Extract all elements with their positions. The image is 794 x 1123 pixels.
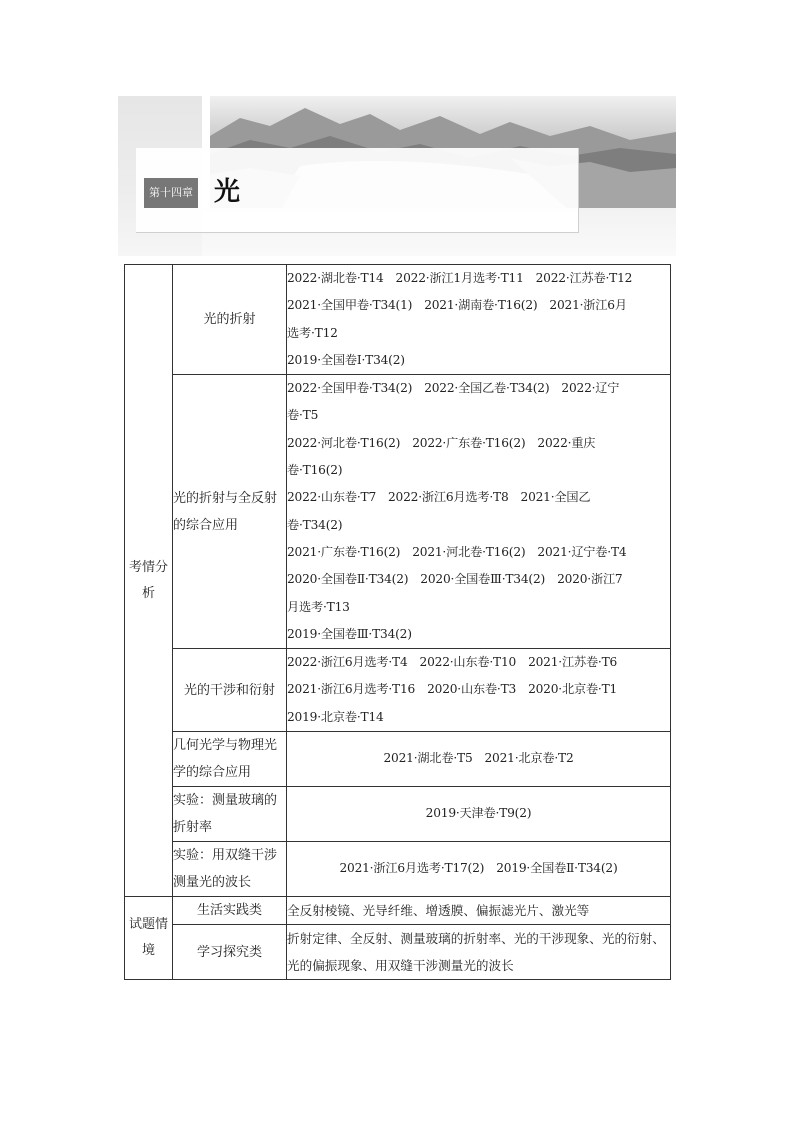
reference-line: 2021·广东卷·T16(2) 2021·河北卷·T16(2) 2021·辽宁卷·T4 [287, 544, 627, 559]
topic-cell: 几何光学与物理光学的综合应用 [173, 732, 287, 787]
table-row [125, 732, 671, 787]
context-topic-cell: 学习探究类 [173, 925, 287, 980]
references-cell [287, 787, 671, 842]
table-row [125, 842, 671, 897]
table-row [125, 897, 671, 925]
topic-cell: 光的折射 [173, 265, 287, 375]
references-cell [287, 842, 671, 897]
context-description-cell: 全反射棱镜、光导纤维、增透膜、偏振滤光片、激光等 [287, 897, 671, 925]
table-row [125, 787, 671, 842]
context-topic-cell: 生活实践类 [173, 897, 287, 925]
context-description-cell: 折射定律、全反射、测量玻璃的折射率、光的干涉现象、光的衍射、光的偏振现象、用双缝干涉测量光的波长 [287, 925, 671, 980]
chapter-banner [118, 96, 676, 256]
reference-line: 2019·全国卷Ⅲ·T34(2) [287, 626, 412, 641]
reference-line: 2021·浙江6月选考·T17(2) 2019·全国卷Ⅱ·T34(2) [339, 861, 618, 876]
table-row [125, 925, 671, 980]
reference-line: 2022·河北卷·T16(2) 2022·广东卷·T16(2) 2022·重庆 [287, 435, 596, 450]
reference-line: 2021·湖北卷·T5 2021·北京卷·T2 [383, 751, 574, 766]
reference-line: 2019·全国卷Ⅰ·T34(2) [287, 352, 405, 367]
reference-line: 卷·T34(2) [287, 517, 343, 532]
chapter-badge: 第十四章 [144, 178, 198, 208]
chapter-title: 光 [214, 177, 241, 207]
category-cell-context: 试题情境 [125, 897, 173, 980]
topic-cell: 实验：用双缝干涉测量光的波长 [173, 842, 287, 897]
reference-line: 月选考·T13 [287, 599, 350, 614]
references-cell [287, 265, 671, 375]
topic-cell: 实验：测量玻璃的折射率 [173, 787, 287, 842]
reference-line: 2019·北京卷·T14 [287, 709, 384, 724]
reference-line: 2022·浙江6月选考·T4 2022·山东卷·T10 2021·江苏卷·T6 [287, 655, 618, 670]
reference-line: 2019·天津卷·T9(2) [425, 806, 532, 821]
topic-cell: 光的干涉和衍射 [173, 649, 287, 732]
reference-line: 2021·全国甲卷·T34(1) 2021·湖南卷·T16(2) 2021·浙江6月 [287, 298, 627, 313]
references-cell [287, 732, 671, 787]
exam-analysis-table [124, 264, 671, 980]
topic-cell: 光的折射与全反射的综合应用 [173, 375, 287, 649]
table-row [125, 375, 671, 649]
reference-line: 2022·全国甲卷·T34(2) 2022·全国乙卷·T34(2) 2022·辽宁 [287, 381, 620, 396]
table-body [125, 265, 671, 980]
table-row [125, 649, 671, 732]
title-panel [136, 148, 579, 233]
reference-line: 卷·T16(2) [287, 463, 343, 478]
reference-line: 2022·山东卷·T7 2022·浙江6月选考·T8 2021·全国乙 [287, 490, 591, 505]
reference-line: 2022·湖北卷·T14 2022·浙江1月选考·T11 2022·江苏卷·T12 [287, 271, 633, 285]
reference-line: 2021·浙江6月选考·T16 2020·山东卷·T3 2020·北京卷·T1 [287, 682, 618, 697]
category-cell-analysis: 考情分析 [125, 265, 173, 897]
reference-line: 卷·T5 [287, 408, 319, 423]
references-cell [287, 375, 671, 649]
table-row [125, 265, 671, 375]
reference-line: 选考·T12 [287, 325, 338, 340]
reference-line: 2020·全国卷Ⅱ·T34(2) 2020·全国卷Ⅲ·T34(2) 2020·浙江7 [287, 572, 623, 587]
references-cell [287, 649, 671, 732]
